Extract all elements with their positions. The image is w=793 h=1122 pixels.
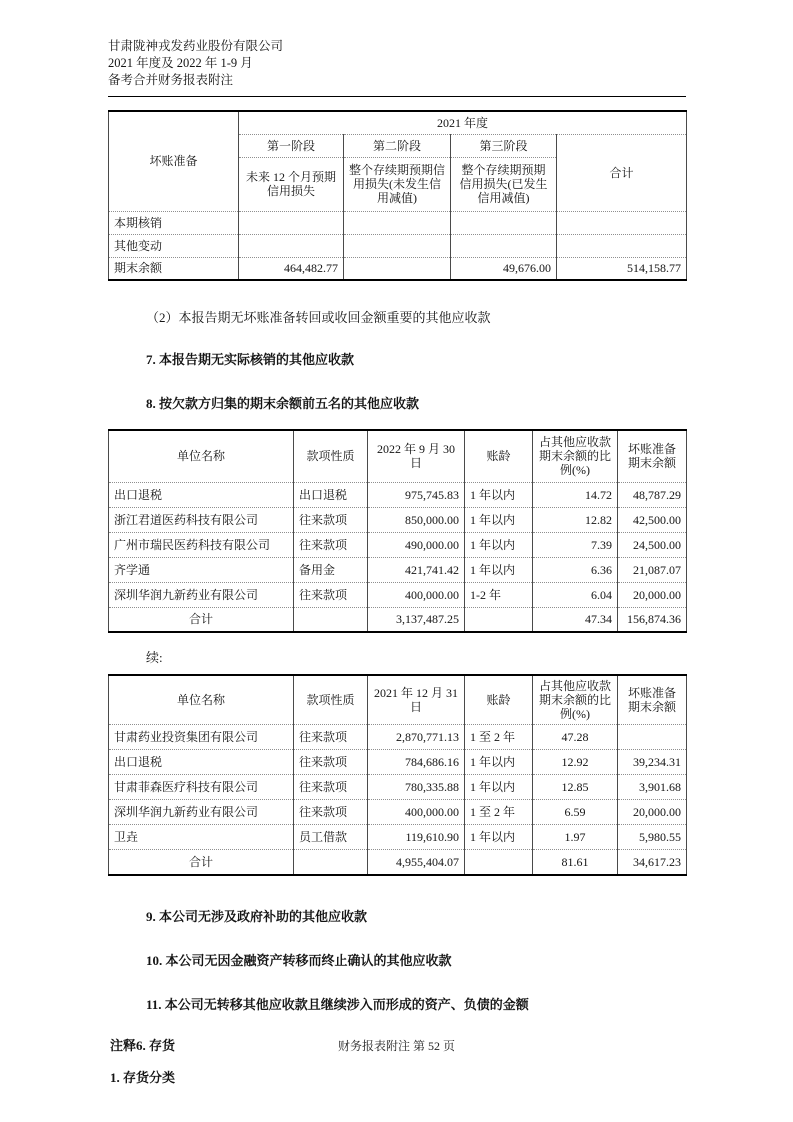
table-cell: 1 至 2 年	[465, 800, 533, 825]
table-cell	[344, 234, 451, 257]
table-cell: 34,617.23	[618, 850, 687, 875]
table-cell: 浙江君道医药科技有限公司	[109, 507, 294, 532]
stage1-header: 第一阶段	[239, 134, 344, 157]
table-row	[109, 507, 687, 532]
table-cell: 往来款项	[294, 750, 368, 775]
table-cell: 6.36	[533, 557, 618, 582]
table-cell: 421,741.42	[368, 557, 465, 582]
table-cell: 往来款项	[294, 775, 368, 800]
table-cell	[618, 725, 687, 750]
table-cell: 深圳华润九新药业有限公司	[109, 800, 294, 825]
table-cell: 甘肃药业投资集团有限公司	[109, 725, 294, 750]
table-cell: 卫垚	[109, 825, 294, 850]
table-cell: 出口退税	[294, 482, 368, 507]
table-cell: 2,870,771.13	[368, 725, 465, 750]
table-cell: 1 至 2 年	[465, 725, 533, 750]
heading-8: 8. 按欠款方归集的期末余额前五名的其他应收款	[146, 396, 420, 411]
table-cell: 850,000.00	[368, 507, 465, 532]
row-label: 期末余额	[109, 257, 239, 280]
table-cell	[451, 211, 557, 234]
table-cell: 出口退税	[109, 750, 294, 775]
col-header-aging: 账龄	[465, 675, 533, 725]
table-row	[109, 775, 687, 800]
table-cell: 784,686.16	[368, 750, 465, 775]
table-row	[109, 211, 687, 234]
table-cell: 1 年以内	[465, 557, 533, 582]
table-header-row	[109, 430, 687, 482]
col-header-provision: 坏账准备期末余额	[618, 675, 687, 725]
table-total-row	[109, 607, 687, 632]
col-header-nature: 款项性质	[294, 675, 368, 725]
col-header-nature: 款项性质	[294, 430, 368, 482]
top5-receivables-table-2022	[108, 429, 687, 633]
table-cell: 490,000.00	[368, 532, 465, 557]
stage1-subheader: 未来 12 个月预期信用损失	[239, 157, 344, 211]
stage3-header: 第三阶段	[451, 134, 557, 157]
table-cell: 备用金	[294, 557, 368, 582]
table-cell: 合计	[109, 850, 294, 875]
table-row	[109, 257, 687, 280]
table-cell: 24,500.00	[618, 532, 687, 557]
col-header-ratio: 占其他应收款期末余额的比例(%)	[533, 675, 618, 725]
table-cell: 1 年以内	[465, 507, 533, 532]
document-title: 备考合并财务报表附注	[108, 73, 234, 87]
col-header-unit-name: 单位名称	[109, 675, 294, 725]
row-label: 其他变动	[109, 234, 239, 257]
table-row	[109, 750, 687, 775]
heading-9: 9. 本公司无涉及政府补助的其他应收款	[146, 908, 368, 924]
table-row	[109, 234, 687, 257]
col-header-ratio: 占其他应收款期末余额的比例(%)	[533, 430, 618, 482]
table-cell: 6.04	[533, 582, 618, 607]
table-cell: 12.85	[533, 775, 618, 800]
table-cell: 12.82	[533, 507, 618, 532]
table-cell	[294, 607, 368, 632]
heading-7: 7. 本报告期无实际核销的其他应收款	[146, 352, 355, 367]
table-cell: 156,874.36	[618, 607, 687, 632]
table-cell: 3,901.68	[618, 775, 687, 800]
table-cell: 往来款项	[294, 800, 368, 825]
bad-debt-provision-table	[108, 110, 687, 281]
note-2-text: （2）本报告期无坏账准备转回或收回金额重要的其他应收款	[146, 310, 491, 325]
table-cell: 广州市瑞民医药科技有限公司	[109, 532, 294, 557]
table-cell: 深圳华润九新药业有限公司	[109, 582, 294, 607]
table-cell: 400,000.00	[368, 582, 465, 607]
table-cell: 975,745.83	[368, 482, 465, 507]
report-period: 2021 年度及 2022 年 1-9 月	[108, 56, 253, 70]
heading-11: 11. 本公司无转移其他应收款且继续涉入而形成的资产、负债的金额	[146, 996, 529, 1012]
col-header-unit-name: 单位名称	[109, 430, 294, 482]
table-cell: 514,158.77	[557, 257, 687, 280]
table-cell: 81.61	[533, 850, 618, 875]
table-cell: 42,500.00	[618, 507, 687, 532]
table-cell	[344, 257, 451, 280]
col-header-provision: 坏账准备期末余额	[618, 430, 687, 482]
table-cell: 往来款项	[294, 582, 368, 607]
table-cell	[239, 234, 344, 257]
table-cell: 甘肃菲森医疗科技有限公司	[109, 775, 294, 800]
table-cell: 20,000.00	[618, 800, 687, 825]
table-cell: 780,335.88	[368, 775, 465, 800]
stage2-header: 第二阶段	[344, 134, 451, 157]
stage2-subheader: 整个存续期预期信用损失(未发生信用减值)	[344, 157, 451, 211]
table-cell	[344, 211, 451, 234]
table-cell	[465, 607, 533, 632]
table-cell: 12.92	[533, 750, 618, 775]
table-header-row	[109, 675, 687, 725]
continuation-label: 续:	[146, 650, 163, 665]
table-cell: 1.97	[533, 825, 618, 850]
document-header	[108, 38, 686, 97]
table-row	[109, 482, 687, 507]
table-cell: 464,482.77	[239, 257, 344, 280]
table-cell: 出口退税	[109, 482, 294, 507]
table-cell: 齐学通	[109, 557, 294, 582]
table-cell: 往来款项	[294, 532, 368, 557]
table-cell: 21,087.07	[618, 557, 687, 582]
table-corner-header: 坏账准备	[109, 111, 239, 211]
table-cell: 5,980.55	[618, 825, 687, 850]
table-row	[109, 725, 687, 750]
table-row	[109, 800, 687, 825]
table-cell	[557, 211, 687, 234]
table-cell: 员工借款	[294, 825, 368, 850]
table-row	[109, 532, 687, 557]
total-header: 合计	[557, 134, 687, 211]
table-cell	[465, 850, 533, 875]
table-cell: 1 年以内	[465, 532, 533, 557]
page-content	[108, 38, 686, 1086]
table-cell: 1 年以内	[465, 482, 533, 507]
table-cell	[294, 850, 368, 875]
top5-receivables-table-2021	[108, 674, 687, 876]
table-cell: 39,234.31	[618, 750, 687, 775]
inventory-classification-heading: 1. 存货分类	[110, 1069, 176, 1085]
table-cell: 48,787.29	[618, 482, 687, 507]
table-row	[109, 557, 687, 582]
col-header-date: 2021 年 12 月 31 日	[368, 675, 465, 725]
table-cell: 1 年以内	[465, 825, 533, 850]
table-cell: 往来款项	[294, 725, 368, 750]
table-cell: 6.59	[533, 800, 618, 825]
col-header-aging: 账龄	[465, 430, 533, 482]
table-cell: 14.72	[533, 482, 618, 507]
col-header-date: 2022 年 9 月 30 日	[368, 430, 465, 482]
table-cell: 1 年以内	[465, 750, 533, 775]
table-row	[109, 582, 687, 607]
table-cell: 20,000.00	[618, 582, 687, 607]
company-name: 甘肃陇神戎发药业股份有限公司	[108, 39, 284, 53]
table-cell: 合计	[109, 607, 294, 632]
year-header: 2021 年度	[239, 111, 687, 134]
table-cell: 往来款项	[294, 507, 368, 532]
table-cell: 47.34	[533, 607, 618, 632]
row-label: 本期核销	[109, 211, 239, 234]
table-total-row	[109, 850, 687, 875]
note6-heading: 注释6. 存货	[110, 1037, 176, 1053]
table-row	[109, 825, 687, 850]
table-cell: 3,137,487.25	[368, 607, 465, 632]
stage3-subheader: 整个存续期预期信用损失(已发生信用减值)	[451, 157, 557, 211]
table-cell: 49,676.00	[451, 257, 557, 280]
table-cell	[557, 234, 687, 257]
table-cell: 119,610.90	[368, 825, 465, 850]
heading-10: 10. 本公司无因金融资产转移而终止确认的其他应收款	[146, 952, 452, 968]
table-cell: 7.39	[533, 532, 618, 557]
table-cell: 4,955,404.07	[368, 850, 465, 875]
table-cell: 400,000.00	[368, 800, 465, 825]
page-footer: 财务报表附注 第 52 页	[337, 1039, 455, 1053]
table-cell	[451, 234, 557, 257]
table-cell: 47.28	[533, 725, 618, 750]
table-cell	[239, 211, 344, 234]
table-cell: 1 年以内	[465, 775, 533, 800]
table-cell: 1-2 年	[465, 582, 533, 607]
